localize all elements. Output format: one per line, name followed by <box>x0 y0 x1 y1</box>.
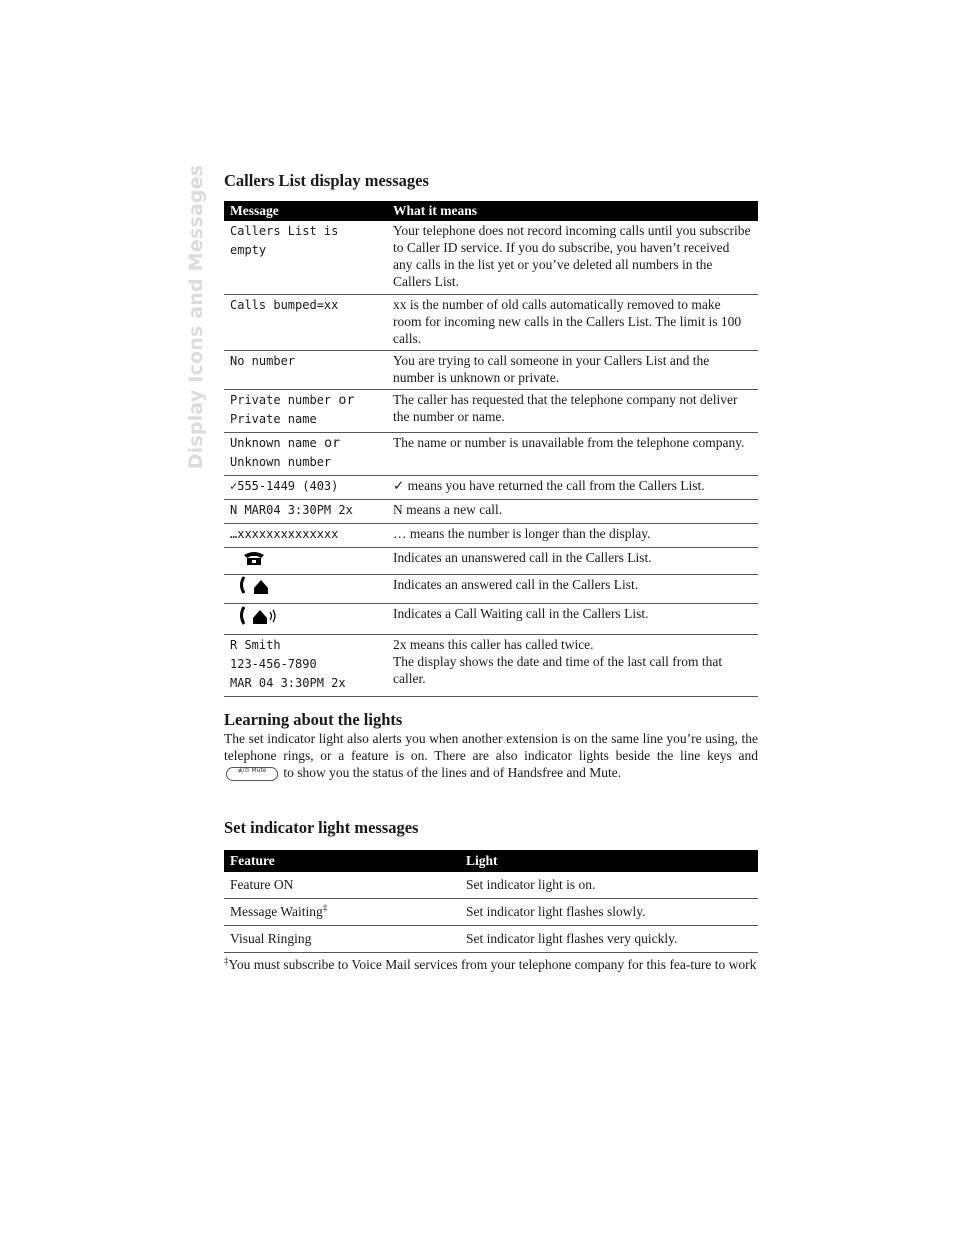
message-cell <box>224 350 387 389</box>
light-cell: Set indicator light flashes slowly. <box>460 899 758 926</box>
mute-key-icon <box>226 767 278 781</box>
or-word: or <box>338 391 355 408</box>
answered-call-icon <box>230 576 290 596</box>
feature-cell: Visual Ringing <box>224 926 460 953</box>
footnote <box>224 956 758 974</box>
set-indicator-table <box>224 850 758 953</box>
table-row <box>224 475 758 499</box>
message-line: Calls bumped=xx <box>230 297 339 312</box>
side-tab <box>183 164 209 470</box>
message-line: …xxxxxxxxxxxxxx <box>230 526 339 541</box>
table-row <box>224 872 758 899</box>
meaning-cell: Indicates an answered call in the Callers List. <box>387 574 758 603</box>
light-cell: Set indicator light flashes very quickly. <box>460 926 758 953</box>
meaning-cell: The name or number is unavailable from the telephone company. <box>387 432 758 475</box>
meaning-line: 2x means this caller has called twice. <box>393 636 594 652</box>
table-row <box>224 432 758 475</box>
message-line: N MAR04 3:30PM 2x <box>230 502 353 517</box>
lights-title: Learning about the lights <box>224 710 403 729</box>
message-line: ✓555-1449 (403) <box>230 478 339 493</box>
message-line: MAR 04 3:30PM 2x <box>230 675 346 690</box>
table-header-row <box>224 201 758 221</box>
mute-key-label: ≰/⊙ Mute <box>237 766 267 774</box>
message-line: empty <box>230 243 267 257</box>
or-word: or <box>323 434 341 451</box>
table-row <box>224 899 758 926</box>
meaning-cell: Indicates an unanswered call in the Callers List. <box>387 547 758 574</box>
table-row <box>224 523 758 547</box>
message-line: Callers List is <box>230 224 339 238</box>
footnote-mark: ‡ <box>322 902 328 913</box>
lights-paragraph <box>224 730 758 781</box>
call-waiting-icon <box>230 605 290 627</box>
callers-list-title: Callers List display messages <box>224 171 429 190</box>
message-line: Unknown number <box>230 454 332 469</box>
table-row <box>224 547 758 574</box>
message-line: 123-456-7890 <box>230 656 317 671</box>
message-cell <box>224 475 387 499</box>
message-cell <box>224 523 387 547</box>
table-row <box>224 634 758 696</box>
message-line: R Smith <box>230 637 281 652</box>
footnote-text: You must subscribe to Voice Mail services from your telephone company for this fea-ture to work <box>228 957 757 972</box>
side-tab-label: Display Icons and Messages <box>185 164 207 470</box>
table-row <box>224 389 758 432</box>
message-cell <box>224 221 387 294</box>
feature-cell: Feature ON <box>224 872 460 899</box>
meaning-cell: Your telephone does not record incoming calls until you subscribe to Caller ID service. If you do subscribe, you haven’t received any calls in the list yet or you’ve deleted all numbers in the Callers List. <box>387 221 758 294</box>
callers-list-section <box>224 171 758 697</box>
message-line <box>230 434 381 453</box>
feature-text: Message Waiting <box>230 904 323 919</box>
message-text: Unknown name <box>230 435 317 450</box>
message-line: No number <box>230 353 296 368</box>
footnote-mark: ‡ <box>224 955 229 966</box>
header-message: Message <box>224 201 387 221</box>
meaning-cell: ✓ means you have returned the call from the Callers List. <box>387 475 758 499</box>
paragraph-text: to show you the status of the lines and of Handsfree and Mute. <box>283 765 622 780</box>
meaning-cell: The caller has requested that the telephone company not deliver the number or name. <box>387 389 758 432</box>
icon-cell <box>224 574 387 603</box>
message-cell <box>224 294 387 350</box>
table-row <box>224 294 758 350</box>
table-row <box>224 574 758 603</box>
table-row <box>224 499 758 523</box>
meaning-line: The display shows the date and time of the last call from that caller. <box>393 653 723 686</box>
message-line: Private name <box>230 411 317 426</box>
message-cell <box>224 634 387 696</box>
lights-section <box>224 710 758 781</box>
header-meaning: What it means <box>387 201 758 221</box>
message-text: Private number <box>230 392 332 407</box>
meaning-cell: xx is the number of old calls automatically removed to make room for incoming new calls in the Callers List. The limit is 100 calls. <box>387 294 758 350</box>
light-cell: Set indicator light is on. <box>460 872 758 899</box>
table-row <box>224 926 758 953</box>
header-light: Light <box>460 850 758 872</box>
meaning-cell: … means the number is longer than the display. <box>387 523 758 547</box>
icon-cell <box>224 547 387 574</box>
header-feature: Feature <box>224 850 460 872</box>
message-cell <box>224 389 387 432</box>
unanswered-call-icon <box>230 549 290 567</box>
icon-cell <box>224 603 387 634</box>
message-cell <box>224 432 387 475</box>
meaning-cell: Indicates a Call Waiting call in the Callers List. <box>387 603 758 634</box>
meaning-cell <box>387 634 758 696</box>
feature-cell <box>224 899 460 926</box>
meaning-cell: N means a new call. <box>387 499 758 523</box>
table-header-row <box>224 850 758 872</box>
table-row <box>224 603 758 634</box>
meaning-cell: You are trying to call someone in your Callers List and the number is unknown or private. <box>387 350 758 389</box>
table-row <box>224 350 758 389</box>
message-line <box>230 391 381 410</box>
callers-list-table <box>224 201 758 697</box>
set-indicator-title: Set indicator light messages <box>224 818 419 837</box>
table-row <box>224 221 758 294</box>
paragraph-text: The set indicator light also alerts you when another extension is on the same line you’re using, the telephone rings, or a feature is on. There are also indicator lights beside the line keys and <box>224 731 758 763</box>
set-indicator-section <box>224 818 758 974</box>
message-cell <box>224 499 387 523</box>
